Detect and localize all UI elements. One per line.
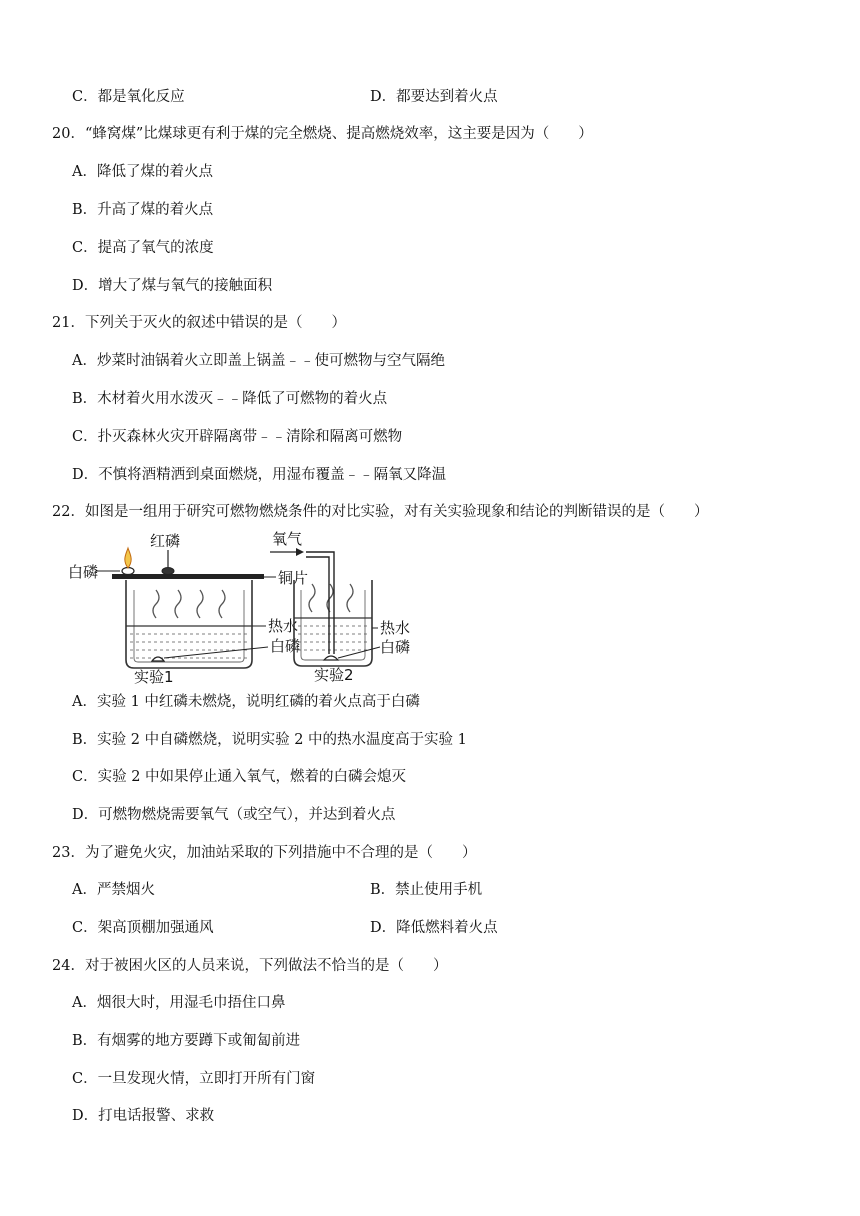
option-label: A． — [72, 164, 97, 180]
experiment-figure — [68, 530, 428, 685]
q22-stem: 22．如图是一组用于研究可燃物燃烧条件的对比实验，对有关实验现象和结论的判断错误的是（ ） — [52, 504, 709, 520]
option-label: D． — [72, 807, 99, 823]
option-label: B． — [72, 202, 98, 218]
q22-option-a — [72, 692, 420, 712]
copper-sheet — [112, 574, 264, 579]
label-white-phosphorus-bottom: 白磷 — [270, 637, 301, 655]
option-text: 木材着火用水泼灭﹣﹣降低了可燃物的着火点 — [97, 391, 388, 407]
option-text: 降低燃料着火点 — [396, 920, 498, 936]
option-label: B． — [370, 882, 396, 898]
option-label: D． — [370, 920, 397, 936]
label-oxygen: 氧气 — [272, 530, 303, 548]
option-text: 都要达到着火点 — [396, 89, 498, 105]
q24-stem: 24．对于被困火区的人员来说，下列做法不恰当的是（ ） — [52, 958, 448, 974]
caption-experiment-1: 实验1 — [134, 668, 174, 685]
arrow-right-icon — [296, 548, 304, 556]
option-text: 实验 1 中红磷未燃烧，说明红磷的着火点高于白磷 — [96, 694, 420, 710]
q23-option-d — [370, 918, 498, 938]
option-label: D． — [72, 467, 99, 483]
option-text: 提高了氧气的浓度 — [97, 240, 214, 256]
option-text: 增大了煤与氧气的接触面积 — [98, 278, 273, 294]
experiment-1 — [68, 532, 308, 685]
option-label: D． — [72, 278, 99, 294]
option-text: 可燃物燃烧需要氧气（或空气），并达到着火点 — [98, 807, 396, 823]
label-white-phosphorus-exp2: 白磷 — [380, 638, 411, 656]
option-text: 炒菜时油锅着火立即盖上锅盖﹣﹣使可燃物与空气隔绝 — [96, 353, 445, 369]
option-label: A． — [72, 353, 97, 369]
beaker-1 — [126, 580, 252, 668]
white-phosphorus-bottom — [152, 657, 164, 661]
option-label: C． — [72, 89, 98, 105]
option-text: 严禁烟火 — [96, 882, 155, 898]
option-text: 烟很大时，用湿毛巾捂住口鼻 — [96, 995, 286, 1011]
q23-option-b — [370, 880, 482, 900]
label-white-phosphorus-top: 白磷 — [68, 563, 99, 581]
option-text: 实验 2 中如果停止通入氧气，燃着的白磷会熄灭 — [97, 769, 407, 785]
option-label: B． — [72, 391, 98, 407]
q22-option-c — [72, 767, 406, 787]
option-text: 禁止使用手机 — [395, 882, 483, 898]
q24-option-b — [72, 1031, 300, 1051]
white-phosphorus-exp2 — [324, 656, 338, 660]
q19-option-c — [72, 87, 185, 107]
option-text: 升高了煤的着火点 — [97, 202, 214, 218]
option-text: 实验 2 中自磷燃烧，说明实验 2 中的热水温度高于实验 1 — [97, 732, 467, 748]
option-label: B． — [72, 1033, 98, 1049]
option-text: 一旦发现火情，立即打开所有门窗 — [97, 1071, 316, 1087]
oxygen-tube — [306, 552, 334, 654]
flame-icon — [125, 548, 131, 568]
q20-option-d — [72, 276, 272, 296]
label-copper-sheet: 铜片 — [278, 569, 309, 587]
option-text: 打电话报警、求救 — [98, 1108, 215, 1124]
option-text: 有烟雾的地方要蹲下或匍匐前进 — [97, 1033, 301, 1049]
q20-option-a — [72, 162, 213, 182]
q23-option-a — [72, 880, 155, 900]
q24-option-a — [72, 993, 285, 1013]
q21-option-a — [72, 351, 445, 371]
q24-option-c — [72, 1069, 315, 1089]
option-label: D． — [370, 89, 397, 105]
q24-option-d — [72, 1106, 214, 1126]
q20-stem: 20．“蜂窝煤”比煤球更有利于煤的完全燃烧、提高燃烧效率，这主要是因为（ ） — [52, 126, 593, 142]
option-label: C． — [72, 920, 98, 936]
q20-option-b — [72, 200, 213, 220]
q19-option-d — [370, 87, 498, 107]
option-text: 降低了煤的着火点 — [96, 164, 213, 180]
option-label: D． — [72, 1108, 99, 1124]
q20-option-c — [72, 238, 214, 258]
option-label: B． — [72, 732, 98, 748]
q22-option-d — [72, 805, 395, 825]
experiment-2 — [270, 530, 410, 684]
q21-stem: 21．下列关于灭火的叙述中错误的是（ ） — [52, 315, 346, 331]
option-label: C． — [72, 1071, 98, 1087]
q22-option-b — [72, 730, 467, 750]
option-label: A． — [72, 882, 97, 898]
q21-option-d — [72, 465, 446, 485]
option-label: C． — [72, 240, 98, 256]
label-hot-water-2: 热水 — [380, 619, 411, 637]
option-label: C． — [72, 429, 98, 445]
red-phosphorus — [162, 568, 174, 575]
option-text: 架高顶棚加强通风 — [97, 920, 214, 936]
q23-stem: 23．为了避免火灾，加油站采取的下列措施中不合理的是（ ） — [52, 845, 477, 861]
option-text: 不慎将酒精洒到桌面燃烧，用湿布覆盖﹣﹣隔氧又降温 — [98, 467, 447, 483]
option-text: 扑灭森林火灾开辟隔离带﹣﹣清除和隔离可燃物 — [97, 429, 403, 445]
option-label: A． — [72, 995, 97, 1011]
label-red-phosphorus: 红磷 — [150, 532, 181, 550]
option-text: 都是氧化反应 — [97, 89, 185, 105]
option-label: A． — [72, 694, 97, 710]
option-label: C． — [72, 769, 98, 785]
q21-option-b — [72, 389, 387, 409]
q21-option-c — [72, 427, 402, 447]
label-hot-water-1: 热水 — [268, 617, 299, 635]
caption-experiment-2: 实验2 — [314, 666, 354, 684]
q23-option-c — [72, 918, 214, 938]
